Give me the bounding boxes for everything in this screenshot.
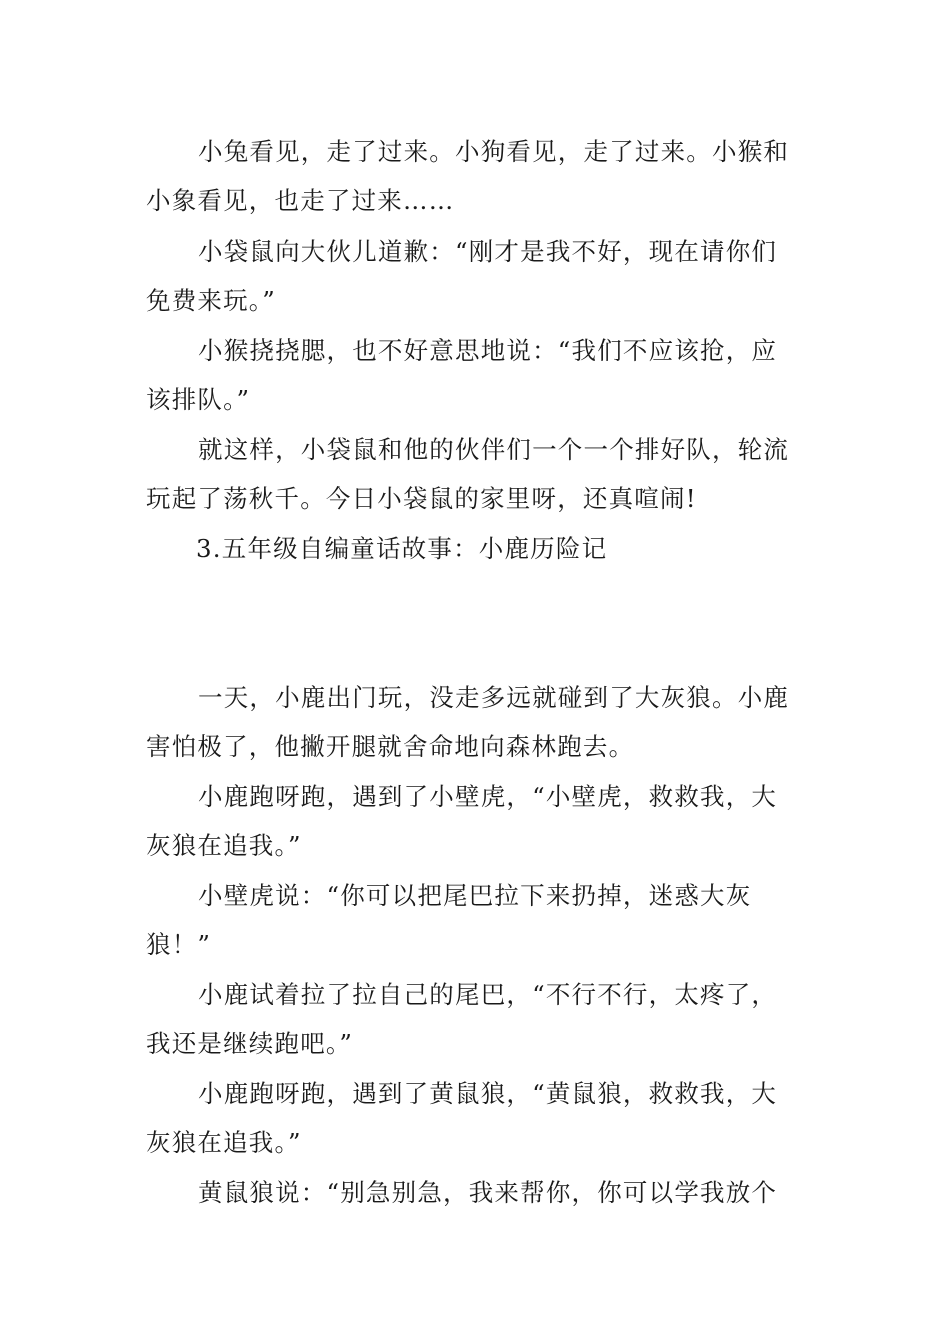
paragraph-line: 害怕极了，他撇开腿就舍命地向森林跑去。 — [146, 732, 635, 761]
paragraph-line: 灰狼在追我。” — [146, 1128, 302, 1157]
paragraph-line: 狼！” — [146, 930, 212, 959]
paragraph-line: 免费来玩。” — [146, 286, 276, 315]
paragraph-line: 黄鼠狼说：“别急别急，我来帮你，你可以学我放个 — [198, 1178, 778, 1207]
paragraph-line: 小猴挠挠腮，也不好意思地说：“我们不应该抢，应 — [198, 336, 778, 365]
paragraph-line: 小兔看见，走了过来。小狗看见，走了过来。小猴和 — [198, 137, 790, 166]
paragraph-line: 小鹿跑呀跑，遇到了小壁虎，“小壁虎，救救我，大 — [198, 782, 778, 811]
paragraph-line: 我还是继续跑吧。” — [146, 1029, 354, 1058]
paragraph-line: 小袋鼠向大伙儿道歉：“刚才是我不好，现在请你们 — [198, 237, 778, 266]
paragraph-line: 玩起了荡秋千。今日小袋鼠的家里呀，还真喧闹! — [146, 484, 697, 513]
paragraph-line: 小壁虎说：“你可以把尾巴拉下来扔掉，迷惑大灰 — [198, 881, 752, 910]
paragraph-line: 该排队。” — [146, 385, 251, 414]
paragraph-line: 灰狼在追我。” — [146, 831, 302, 860]
paragraph-line: 就这样，小袋鼠和他的伙伴们一个一个排好队，轮流 — [198, 435, 790, 464]
section-heading: 3.五年级自编童话故事：小鹿历险记 — [196, 534, 608, 563]
paragraph-line: 小鹿跑呀跑，遇到了黄鼠狼，“黄鼠狼，救救我，大 — [198, 1079, 778, 1108]
paragraph-line: 小鹿试着拉了拉自己的尾巴，“不行不行，太疼了， — [198, 980, 778, 1009]
paragraph-line: 小象看见，也走了过来…… — [146, 186, 455, 215]
paragraph-line: 一天，小鹿出门玩，没走多远就碰到了大灰狼。小鹿 — [198, 683, 790, 712]
